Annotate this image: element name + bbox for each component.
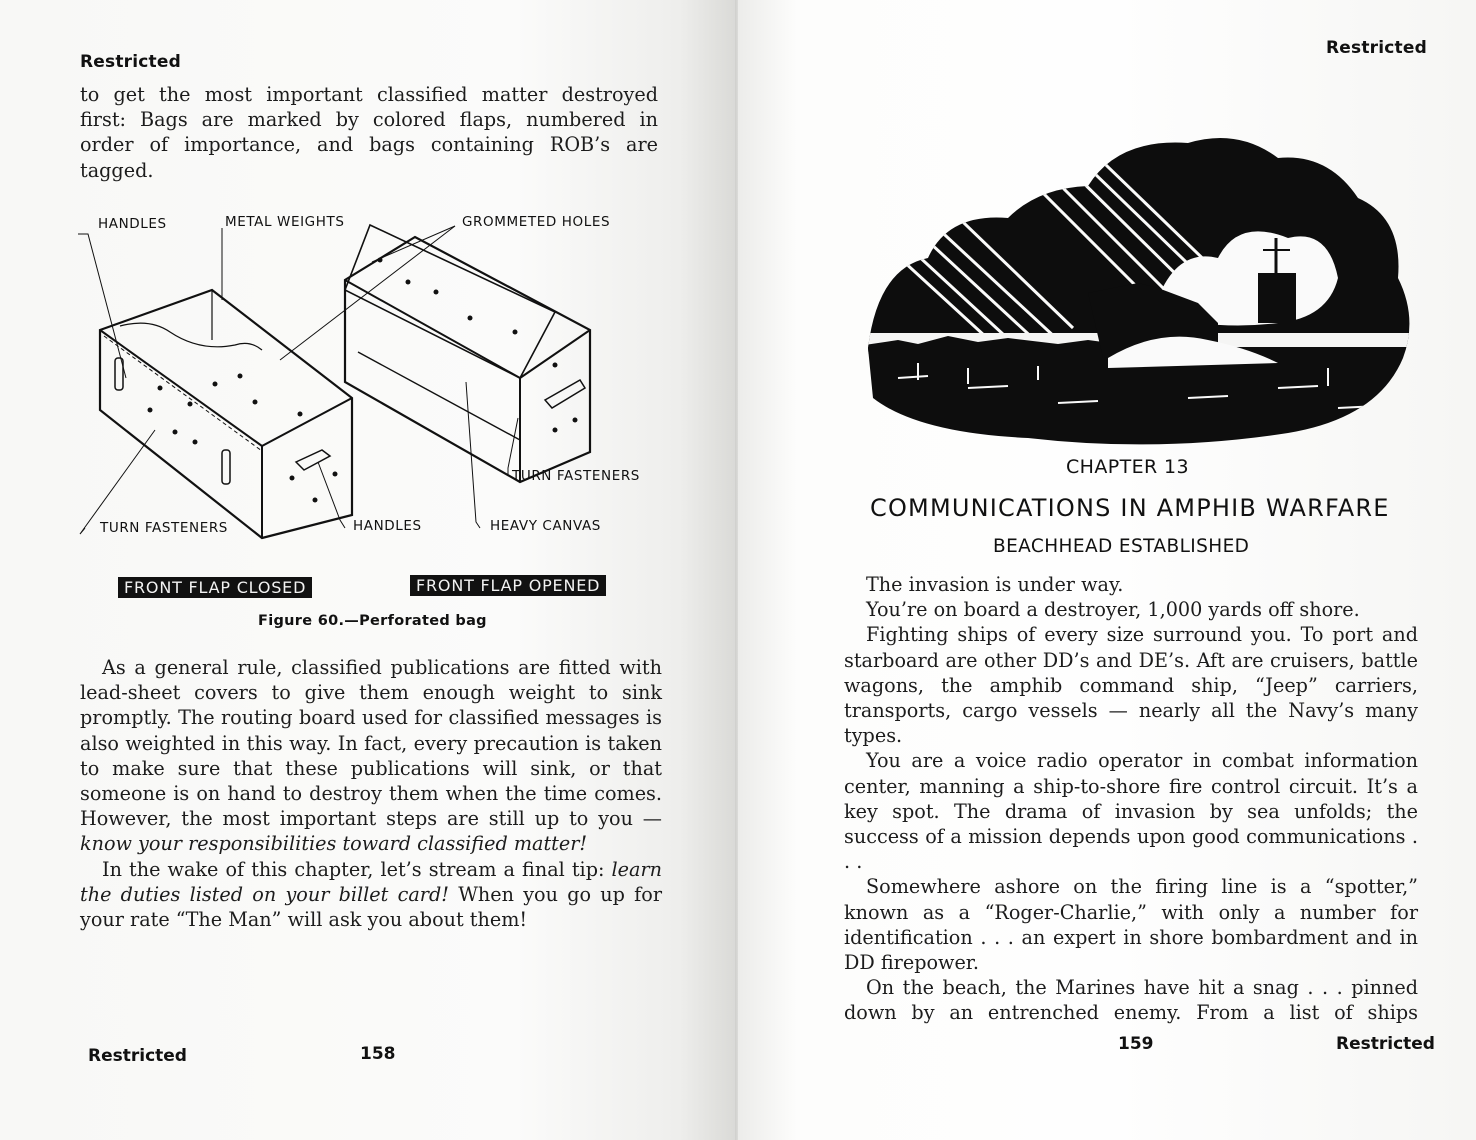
paragraph: Fighting ships of every size surround you. To port and starboard are other DD’s and DE’s. Aft are cruisers, battle wagons, the amphib command ship, “Jeep” carriers, transports, cargo vessels — nearly all the Navy’s many types. xyxy=(844,623,1418,748)
text-line: first: Bags are marked by colored flaps, numbered in xyxy=(80,108,658,132)
label-heavy-canvas: HEAVY CANVAS xyxy=(490,518,601,534)
page-number: 159 xyxy=(1118,1034,1154,1054)
footer-label: Restricted xyxy=(1336,1034,1435,1054)
paragraph: The invasion is under way. xyxy=(866,573,1124,596)
label-turn-fasteners-right: TURN FASTENERS xyxy=(512,468,640,484)
paragraph-text: When you go up for your rate “The Man” will ask you about them! xyxy=(80,882,662,932)
label-metal-weights: METAL WEIGHTS xyxy=(225,214,345,230)
body-paragraphs xyxy=(80,655,662,932)
tag-front-flap-opened: FRONT FLAP OPENED xyxy=(410,575,606,596)
chapter-title: COMMUNICATIONS IN AMPHIB WARFARE xyxy=(870,494,1390,522)
figure-caption: Figure 60.—Perforated bag xyxy=(258,613,487,629)
paragraph xyxy=(80,857,662,933)
chapter-body xyxy=(844,572,1418,1026)
text-line: tagged. xyxy=(80,158,154,182)
tag-front-flap-closed: FRONT FLAP CLOSED xyxy=(118,577,312,598)
label-handles-top: HANDLES xyxy=(98,216,167,232)
footer-label: Restricted xyxy=(88,1046,187,1066)
page-number: 158 xyxy=(360,1044,396,1064)
paragraph-text: As a general rule, classified publications are fitted with lead-sheet covers to give them enough weight to sink promptly. The routing board used for classified messages is also weighted in this way. In fact, every precaution is taken to make sure that these publications will sink, or that someone is on hand to destroy them when the time comes. However, the most important steps are still up to you — xyxy=(80,656,662,831)
chapter-number: CHAPTER 13 xyxy=(1066,456,1190,478)
label-handles-bottom: HANDLES xyxy=(353,518,422,534)
emphasis-text: know your responsibilities toward classified matter! xyxy=(80,832,588,856)
label-turn-fasteners-left: TURN FASTENERS xyxy=(100,520,228,536)
paragraph xyxy=(80,655,662,857)
emphasis-text: learn the duties listed on your billet card! xyxy=(80,857,662,906)
right-page xyxy=(738,0,1476,1140)
paragraph: You are a voice radio operator in combat information center, manning a ship-to-shore fire control circuit. It’s a key spot. The drama of invasion by sea unfolds; the success of a mission depends upon good communications . . . xyxy=(844,749,1418,874)
ship-bombardment-illustration xyxy=(858,118,1418,448)
label-grommeted-holes: GROMMETED HOLES xyxy=(462,214,611,230)
perforated-bag-diagram xyxy=(0,0,738,640)
paragraph: You’re on board a destroyer, 1,000 yards off shore. xyxy=(866,598,1360,622)
running-head: Restricted xyxy=(80,52,181,72)
text-line: to get the most important classified matter destroyed xyxy=(80,83,658,106)
paragraph-text: In the wake of this chapter, let’s stream a final tip: xyxy=(102,857,612,881)
running-head: Restricted xyxy=(1326,38,1427,58)
paragraph: On the beach, the Marines have hit a snag . . . pinned down by an entrenched enemy. From a list of ships xyxy=(844,976,1418,1025)
paragraph: Somewhere ashore on the firing line is a “spotter,” known as a “Roger-Charlie,” with only a number for identification . . . an expert in shore bombardment and in DD firepower. xyxy=(844,875,1418,975)
section-title: BEACHHEAD ESTABLISHED xyxy=(993,536,1250,557)
text-line: order of importance, and bags containing ROB’s are xyxy=(80,133,658,157)
